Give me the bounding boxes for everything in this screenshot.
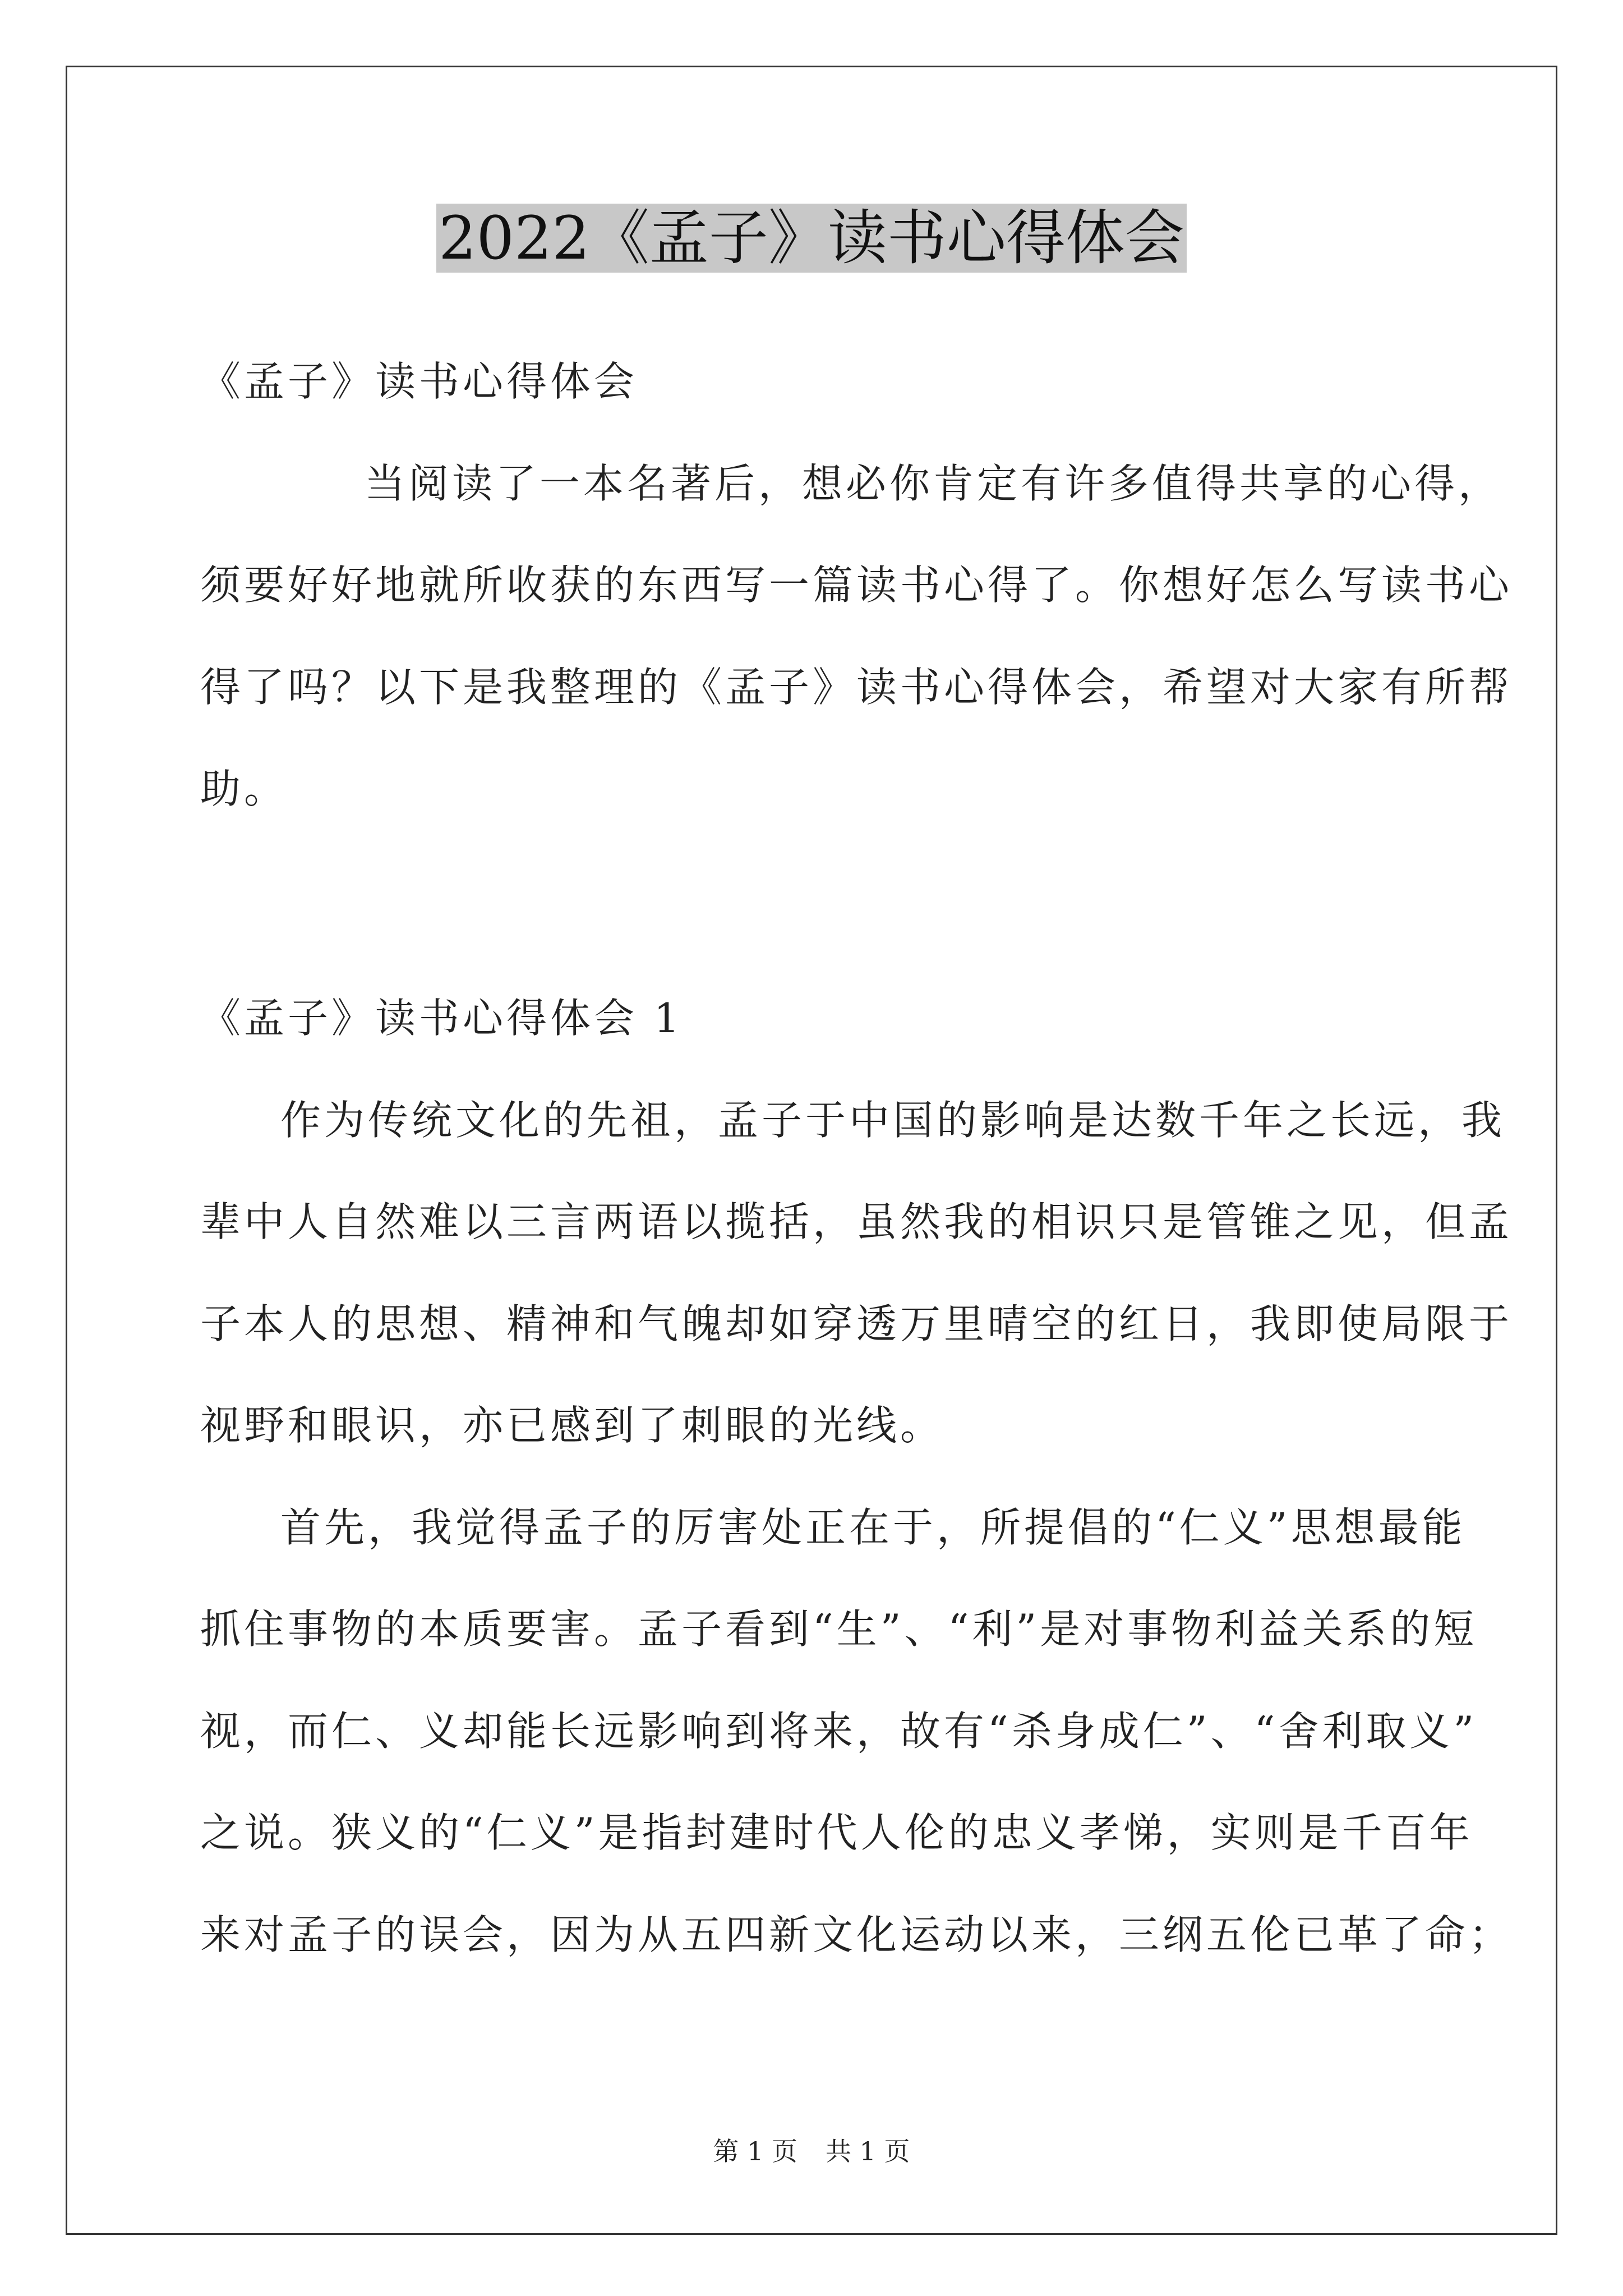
paragraph-line: 辈中人自然难以三言两语以揽括，虽然我的相识只是管锥之见，但孟 [200, 1198, 1513, 1245]
intro-line: 当阅读了一本名著后，想必你肯定有许多值得共享的心得， [365, 460, 1502, 507]
document-title-text: 2022《孟子》读书心得体会 [436, 204, 1187, 273]
paragraph-line: 视野和眼识，亦已感到了刺眼的光线。 [200, 1402, 944, 1449]
paragraph-line: 之说。狭义的“仁义”是指封建时代人伦的忠义孝悌，实则是千百年 [200, 1809, 1473, 1856]
paragraph-line: 首先，我觉得孟子的厉害处正在于，所提倡的“仁义”思想最能 [280, 1504, 1466, 1551]
intro-line: 助。 [200, 765, 288, 812]
paragraph-line: 来对孟子的误会，因为从五四新文化运动以来，三纲五伦已革了命； [200, 1911, 1513, 1958]
intro-line: 须要好好地就所收获的东西写一篇读书心得了。你想好怎么写读书心 [200, 562, 1513, 609]
paragraph-line: 视，而仁、义却能长远影响到将来，故有“杀身成仁”、“舍利取义” [200, 1708, 1478, 1755]
subtitle: 《孟子》读书心得体会 [200, 358, 638, 405]
paragraph-line: 抓住事物的本质要害。孟子看到“生”、“利”是对事物利益关系的短 [200, 1605, 1478, 1653]
paragraph-line: 子本人的思想、精神和气魄却如穿透万里晴空的红日，我即使局限于 [200, 1300, 1513, 1347]
page-number: 第 1 页 [713, 2136, 797, 2166]
document-title [0, 196, 1623, 280]
paragraph-line: 作为传统文化的先祖，孟子于中国的影响是达数千年之长远，我 [280, 1097, 1506, 1144]
section-heading: 《孟子》读书心得体会 1 [200, 995, 683, 1042]
intro-line: 得了吗？以下是我整理的《孟子》读书心得体会，希望对大家有所帮 [200, 664, 1513, 711]
page-footer [0, 2132, 1623, 2171]
page-total: 共 1 页 [826, 2136, 910, 2166]
